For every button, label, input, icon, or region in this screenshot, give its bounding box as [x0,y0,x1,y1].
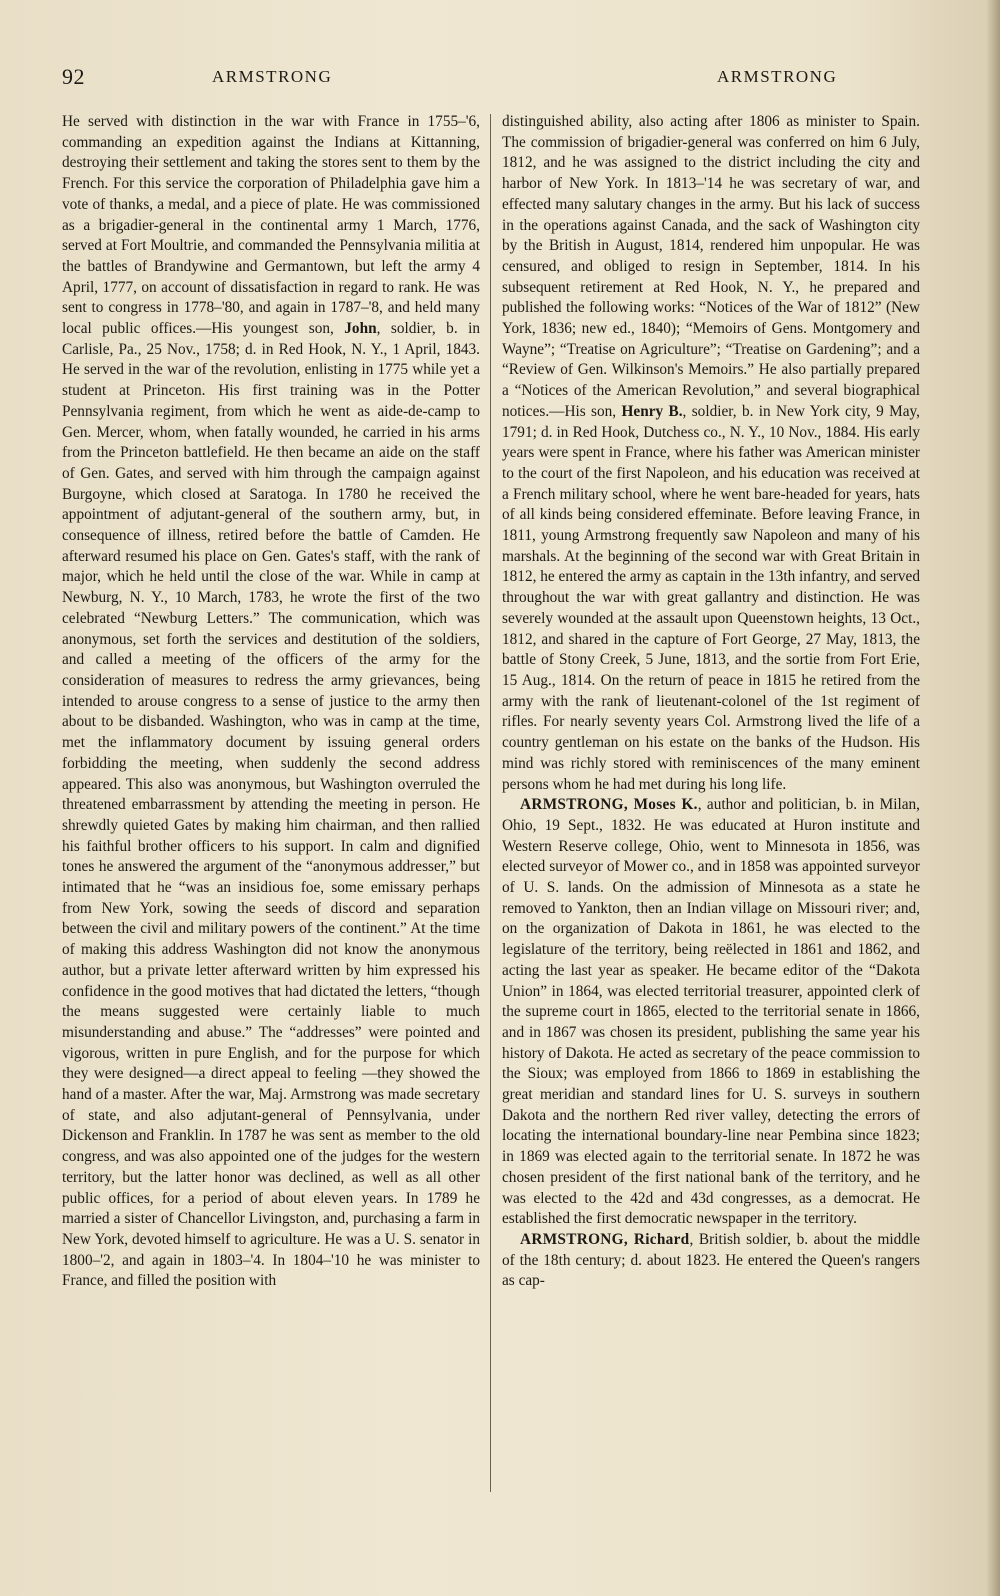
page-header [62,64,922,94]
page-edge-shadow [986,0,1000,1596]
entry-paragraph [502,112,920,795]
entry-heading: ARMSTRONG, Richard [520,1230,690,1248]
entry-paragraph [502,1230,920,1292]
subentry-name: John [344,320,377,338]
paragraph-text: , soldier, b. in Carlisle, Pa., 25 Nov., 1758; d. in Red Hook, N. Y., 1 April, 1843. He served in the war of the revolution, enlisting in 1775 while yet a student at Princeton. His first training was in the Potter Pennsylvania regiment, from which he went as aide-de-camp to Gen. Mercer, whom, when fatally wounded, he carried in his arms from the Princeton battlefield. He then became an aide on the staff of Gen. Gates, and served with him through the campaign against Burgoyne, which closed at Saratoga. In 1780 he received the appointment of adjutant-general of the southern army, but, in consequence of illness, retired before the battle of Camden. He afterward resumed his place on Gen. Gates's staff, with the rank of major, which he held until the close of the war. While in camp at Newburg, N. Y., 10 March, 1783, he wrote the first of the two celebrated “Newburg Letters.” The communication, which was anonymous, set forth the services and destitution of the soldiers, and called a meeting of the officers of the army for the consideration of measures to redress the army grievances, being intended to arouse congress to a sense of justice to the army then about to be disbanded. Washington, who was in camp at the time, met the inflammatory document by issuing general orders forbidding the meeting, when suddenly the second address appeared. This also was anonymous, but Washington overruled the threatened embarrassment by attending the meeting in person. He shrewdly quieted Gates by making him chairman, and then rallied his faithful brother officers to his support. In calm and dignified tones he answered the argument of the “anonymous addresser,” but intimated that he “was an insidious foe, some emissary perhaps from New York, sowing the seeds of discord and separation between the civil and military powers of the continent.” At the time of making this address Washington did not know the anonymous author, but a private letter afterward written by him expressed his confidence in the good motives that had dictated the letters, “though the means suggested were certainly liable to much misunderstanding and abuse.” The “addresses” were pointed and vigorous, written in pure English, and for the purpose for which they were designed—a direct appeal to feeling —they showed the hand of a master. After the war, Maj. Armstrong was made secretary of state, and also adjutant-general of Pennsylvania, under Dickenson and Franklin. In 1787 he was sent as member to the old congress, and was also appointed one of the judges for the western territory, but the latter honor was declined, as well as all other public offices, for a period of about eleven years. In 1789 he married a sister of Chancellor Livingston, and, purchasing a farm in New York, devoted himself to agriculture. He was a U. S. senator in 1800–'2, and again in 1803–'4. In 1804–'10 he was minister to France, and filled the position with [62,320,480,1290]
page-number: 92 [62,64,85,89]
subentry-name: Henry B. [621,402,683,420]
right-column [502,112,920,1492]
paragraph-text: He served with distinction in the war with France in 1755–'6, commanding an expedition against the Indians at Kittanning, destroying their settlement and taking the stores sent to them by the French. For this service the corporation of Philadelphia gave him a vote of thanks, a medal, and a piece of plate. He was commissioned as a brigadier-general in the continental army 1 March, 1776, served at Fort Moultrie, and commanded the Pennsylvania militia at the battles of Brandywine and Germantown, but left the army 4 April, 1777, on account of dissatisfaction in regard to rank. He was sent to congress in 1778–'80, and again in 1787–'8, and held many local public offices.—His youngest son, [62,113,480,338]
column-divider [490,114,491,1492]
running-head-right: ARMSTRONG [717,67,838,86]
paragraph-text: , author and politician, b. in Milan, Ohio, 19 Sept., 1832. He was educated at Huron institute and Western Reserve college, Ohio, went to Minnesota in 1856, was elected surveyor of Mower co., and in 1858 was appointed surveyor of U. S. lands. On the admission of Minnesota as a state he removed to Yankton, then an Indian village on Missouri river; and, on the organization of Dakota in 1861, he was elected to the legislature of the territory, being reëlected in 1861 and 1862, and acting the last year as speaker. He became editor of the “Dakota Union” in 1864, was elected territorial treasurer, appointed clerk of the supreme court in 1865, elected to the territorial senate in 1866, and in 1867 was chosen its president, publishing the same year his history of Dakota. He acted as secretary of the peace commission to the Sioux; was employed from 1866 to 1869 in establishing the great meridian and standard lines for U. S. surveys in southern Dakota and the northern Red river valley, detecting the errors of locating the international boundary-line near Pembina since 1823; in 1869 was elected again to the territorial senate. In 1872 he was chosen president of the first national bank of the territory, and he was elected to the 42d and 43d congresses, as a democrat. He established the first democratic newspaper in the territory. [502,796,920,1228]
running-head-left: ARMSTRONG [212,67,333,86]
entry-paragraph [62,112,480,1292]
entry-paragraph [502,795,920,1230]
paragraph-text: distinguished ability, also acting after 1806 as minister to Spain. The commission of brigadier-general was conferred on him 6 July, 1812, and he was assigned to the district including the city and harbor of New York. In 1813–'14 he was secretary of war, and effected many salutary changes in the army. But his lack of success in the operations against Canada, and the sack of Washington city by the British in August, 1814, rendered him unpopular. He was censured, and obliged to resign in September, 1814. In his subsequent retirement at Red Hook, N. Y., he prepared and published the following works: “Notices of the War of 1812” (New York, 1836; new ed., 1840); “Memoirs of Gens. Montgomery and Wayne”; “Treatise on Agriculture”; “Treatise on Gardening”; and a “Review of Gen. Wilkinson's Memoirs.” He also partially prepared a “Notices of the American Revolution,” and several biographical notices.—His son, [502,113,920,420]
entry-heading: ARMSTRONG, Moses K. [520,796,698,814]
left-column [62,112,480,1492]
paragraph-text: , British soldier, b. about the middle of the 18th century; d. about 1823. He entered the Queen's rangers as cap- [502,1230,920,1290]
paragraph-text: , soldier, b. in New York city, 9 May, 1791; d. in Red Hook, Dutchess co., N. Y., 10 Nov., 1884. His early years were spent in France, where his father was American minister to the court of the first Napoleon, and his education was received at a French military school, where he went bare-headed for years, hats of all kinds being considered effeminate. Before leaving France, in 1811, young Armstrong frequently saw Napoleon and many of his marshals. At the beginning of the second war with Great Britain in 1812, he entered the army as captain in the 13th infantry, and served throughout the war with great gallantry and distinction. He was severely wounded at the assault upon Queenstown heights, 13 Oct., 1812, and shared in the capture of Fort George, 27 May, 1813, the battle of Stony Creek, 5 June, 1813, and the sortie from Fort Erie, 15 Aug., 1814. On the return of peace in 1815 he retired from the army with the rank of lieutenant-colonel of the 1st regiment of rifles. For nearly seventy years Col. Armstrong lived the life of a country gentleman on his estate on the banks of the Hudson. His mind was richly stored with reminiscences of the many eminent persons whom he had met during his long life. [502,402,920,793]
